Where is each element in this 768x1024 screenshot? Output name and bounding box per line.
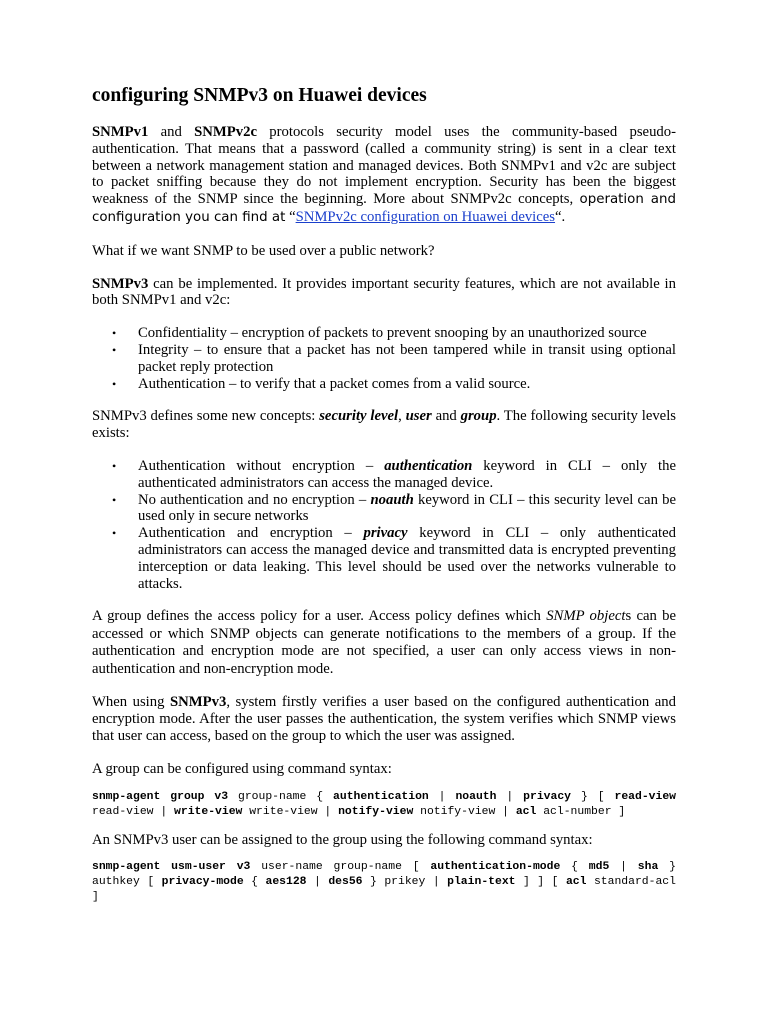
feature-list (92, 325, 676, 392)
command-argument: | (428, 790, 456, 803)
command-argument: | (306, 876, 329, 889)
bullet-icon: • (112, 326, 117, 341)
intro-alt-text: operation and configuration you can find at (92, 192, 676, 225)
bullet-icon: • (112, 458, 117, 473)
level-text-pre: Authentication without encryption – (138, 457, 385, 474)
command-argument: } authkey [ (92, 861, 676, 889)
group-text-1: A group defines the access policy for a user. Access policy defines which (92, 608, 547, 625)
command-keyword: privacy (523, 790, 572, 803)
intro-text-1: and (148, 124, 195, 140)
bullet-icon: • (112, 526, 117, 541)
page-title: configuring SNMPv3 on Huawei devices (92, 85, 427, 106)
command-keyword: acl (515, 805, 537, 818)
command-keyword: sha (637, 861, 659, 874)
command-keyword: snmp-agent usm-user v3 (92, 861, 251, 874)
command-argument: { (243, 876, 266, 889)
list-item (92, 376, 676, 393)
command-keyword: read-view (614, 790, 677, 803)
level-keyword: privacy (363, 525, 408, 542)
feature-text: Confidentiality – encryption of packets to prevent snooping by an unauthorized source (138, 325, 647, 342)
snmpv2c-term: SNMPv2c (194, 124, 257, 140)
user-syntax-intro: An SNMPv3 user can be assigned to the group using the following command syntax: (92, 831, 593, 848)
level-text-pre: Authentication and encryption – (138, 525, 364, 542)
bullet-icon: • (112, 492, 117, 507)
snmpv3-term: SNMPv3 (92, 275, 149, 292)
concept-group: group (460, 408, 497, 425)
command-argument: group-name { (228, 790, 334, 803)
group-syntax-intro: A group can be configured using command syntax: (92, 760, 392, 777)
command-argument: } prikey | (362, 876, 448, 889)
command-keyword: acl (565, 876, 587, 889)
snmp-object-term: SNMP object (546, 608, 626, 625)
list-item (92, 492, 676, 526)
command-keyword: des56 (328, 876, 363, 889)
feature-text: Integrity – to ensure that a packet has not been tampered while in transit using optional packet reply protection (138, 341, 676, 375)
command-keyword: notify-view (338, 805, 414, 818)
command-keyword: aes128 (265, 876, 307, 889)
security-levels-list (92, 458, 676, 592)
bullet-icon: • (112, 376, 117, 391)
concepts-paragraph (92, 408, 676, 442)
concept-user: user (405, 408, 432, 425)
command-argument: | (496, 790, 524, 803)
snmpv3-term: SNMPv3 (170, 694, 227, 711)
snmpv3-paragraph (92, 276, 676, 310)
command-argument: ] ] [ (515, 876, 566, 889)
command-argument: acl-number ] (536, 805, 626, 818)
command-keyword: snmp-agent group v3 (92, 790, 229, 803)
concept-security-level: security level (319, 408, 399, 425)
command-argument: user-name group-name [ (250, 861, 431, 874)
command-argument: } [ (571, 790, 615, 803)
snmpv2c-config-link[interactable]: SNMPv2c configuration on Huawei devices (295, 208, 556, 225)
list-item (92, 458, 676, 492)
intro-text-4: “. (555, 208, 566, 225)
level-keyword: noauth (370, 491, 414, 508)
command-argument: standard-acl ] (92, 876, 676, 904)
command-argument: read-view | (92, 805, 175, 818)
command-keyword: plain-text (447, 876, 516, 889)
level-text-pre: No authentication and no encryption – (138, 491, 371, 508)
command-argument: | (609, 861, 638, 874)
list-item (92, 342, 676, 376)
level-text-post: keyword in CLI – only the authenticated administrators can access the managed device. (138, 457, 677, 491)
command-keyword: authentication-mode (430, 861, 561, 874)
command-keyword: write-view (174, 805, 243, 818)
snmpv3-text: can be implemented. It provides important security features, which are not available in both SNMPv1 and v2c: (92, 275, 676, 309)
when-text-1: When using (92, 694, 170, 711)
intro-paragraph (92, 124, 676, 227)
level-text-post: keyword in CLI – this security level can be used only in secure networks (138, 491, 676, 525)
concepts-sep-1: , (398, 408, 406, 425)
group-paragraph (92, 608, 676, 678)
bullet-icon: • (112, 342, 117, 357)
intro-text-3: “ (285, 208, 296, 225)
concepts-text-2: . The following security levels exists: (92, 408, 676, 442)
command-keyword: authentication (333, 790, 429, 803)
command-argument: notify-view | (413, 805, 516, 818)
level-text-post: keyword in CLI – only authenticated administrators can access the managed device and transmitted data is encrypted preventing interception or data leaking. This level should be used over the networks vulnerable to attacks. (138, 525, 676, 592)
snmpv1-term: SNMPv1 (92, 124, 149, 140)
question-paragraph: What if we want SNMP to be used over a public network? (92, 242, 435, 259)
concepts-text-1: SNMPv3 defines some new concepts: (92, 408, 320, 425)
command-keyword: noauth (455, 790, 497, 803)
list-item (92, 325, 676, 342)
when-text-2: , system firstly verifies a user based on the configured authentication and encryption mode. After the user passes the authentication, the system verifies which SNMP views that user can access, based on the group to which the user was assigned. (92, 694, 676, 744)
intro-text-2: protocols security model uses the community-based pseudo-authentication. That means that a password (called a community string) is sent in a clear text between a network management station and managed devices. Both SNMPv1 and v2c are subject to packet sniffing because they do not implement encryption. Security has been the biggest weakness of the SNMP since the beginning. More about SNMPv2c concepts, (92, 124, 676, 208)
group-command-syntax (92, 790, 676, 820)
command-keyword: privacy-mode (161, 876, 244, 889)
when-paragraph (92, 694, 676, 744)
concepts-sep-2: and (431, 408, 461, 425)
user-command-syntax (92, 860, 676, 905)
level-keyword: authentication (384, 457, 473, 474)
command-argument: { (560, 861, 589, 874)
feature-text: Authentication – to verify that a packet comes from a valid source. (138, 375, 531, 392)
command-keyword: md5 (588, 861, 610, 874)
command-argument: write-view | (242, 805, 339, 818)
list-item (92, 525, 676, 592)
group-text-2: s can be accessed or which SNMP objects can generate notifications to the members of a group. If the authentication and encryption mode are not specified, a user can only access views in non-authentication and non-encryption mode. (92, 608, 676, 677)
